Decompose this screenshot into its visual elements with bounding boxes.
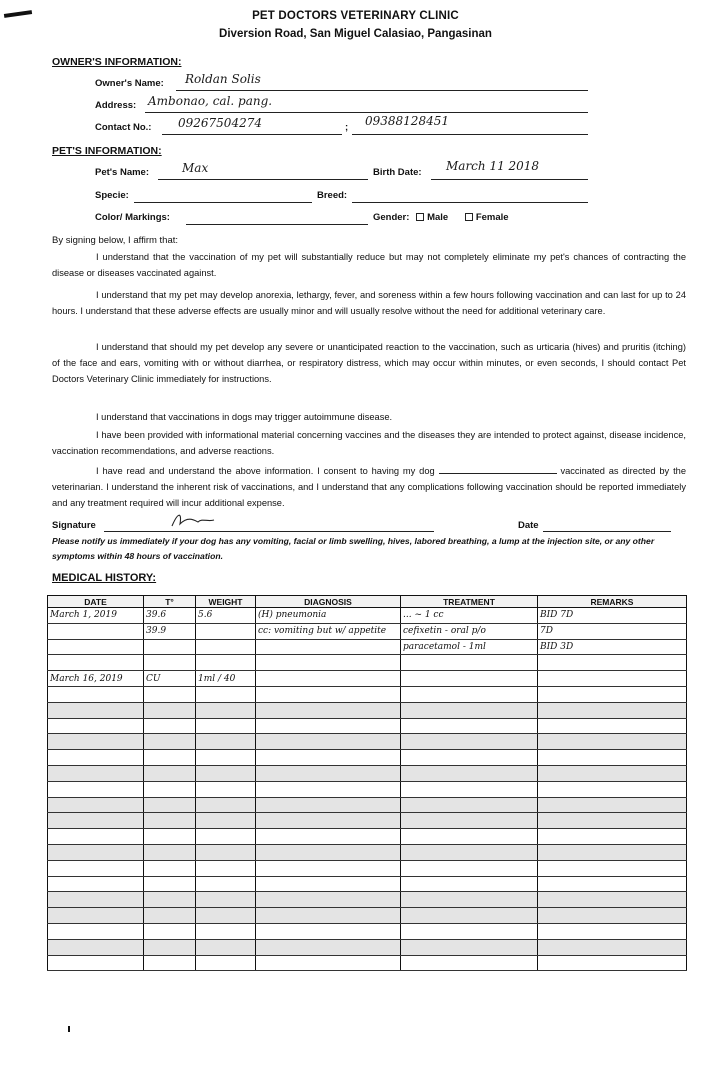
table-cell[interactable] — [538, 750, 687, 766]
table-cell[interactable] — [538, 892, 687, 908]
contact-line-1 — [162, 134, 342, 135]
table-cell[interactable] — [196, 750, 256, 766]
birth-date-label: Birth Date: — [373, 167, 422, 178]
birth-date-line — [431, 179, 588, 180]
date-label: Date — [518, 520, 539, 531]
scan-mark — [68, 1026, 70, 1032]
color-markings-label: Color/ Markings: — [95, 212, 170, 223]
table-cell[interactable] — [538, 876, 687, 892]
address-label: Address: — [95, 100, 137, 111]
table-cell[interactable] — [144, 829, 196, 845]
pet-name-value[interactable]: Max — [182, 161, 209, 175]
male-checkbox[interactable] — [416, 213, 424, 221]
table-cell[interactable]: BID 3D — [538, 639, 687, 655]
table-cell[interactable] — [538, 718, 687, 734]
table-cell[interactable] — [196, 781, 256, 797]
table-cell[interactable] — [196, 797, 256, 813]
table-cell[interactable] — [48, 939, 144, 955]
address-line — [145, 112, 588, 113]
pet-name-label: Pet's Name: — [95, 167, 150, 178]
owner-name-label: Owner's Name: — [95, 78, 164, 89]
table-cell[interactable] — [196, 876, 256, 892]
table-cell[interactable] — [538, 923, 687, 939]
table-row — [48, 955, 687, 971]
table-cell[interactable] — [196, 955, 256, 971]
table-cell[interactable] — [401, 750, 538, 766]
table-cell[interactable] — [144, 892, 196, 908]
table-cell[interactable] — [538, 671, 687, 687]
table-cell[interactable] — [196, 765, 256, 781]
table-cell[interactable] — [256, 939, 401, 955]
table-cell[interactable] — [48, 923, 144, 939]
table-cell[interactable]: ... ~ 1 cc — [401, 608, 538, 624]
table-cell[interactable] — [538, 655, 687, 671]
table-cell[interactable] — [401, 655, 538, 671]
table-cell[interactable] — [144, 844, 196, 860]
table-cell[interactable] — [48, 876, 144, 892]
table-cell[interactable] — [48, 765, 144, 781]
table-cell[interactable] — [256, 876, 401, 892]
table-cell[interactable] — [196, 655, 256, 671]
table-cell[interactable]: (H) pneumonia — [256, 608, 401, 624]
table-row — [48, 923, 687, 939]
table-cell[interactable] — [401, 671, 538, 687]
table-cell[interactable] — [144, 655, 196, 671]
table-cell[interactable] — [196, 813, 256, 829]
table-cell[interactable] — [256, 718, 401, 734]
table-cell[interactable] — [538, 702, 687, 718]
table-cell[interactable] — [144, 686, 196, 702]
table-cell[interactable] — [256, 829, 401, 845]
table-cell[interactable] — [48, 639, 144, 655]
table-cell[interactable] — [256, 860, 401, 876]
table-cell[interactable] — [196, 639, 256, 655]
table-cell[interactable] — [48, 686, 144, 702]
consent-paragraph-3: I understand that should my pet develop any severe or unanticipated reaction to the vaccination, such as urticaria (hives) and pruritis (itching) of the face and ears, vomiting with or without diarrhea, or respiratory distress, which may occur within minutes, or even seconds, I should contact Pet Doctors Veterinary Clinic immediately for instructions. — [52, 342, 686, 384]
table-cell[interactable] — [256, 955, 401, 971]
table-row — [48, 765, 687, 781]
table-cell[interactable] — [144, 939, 196, 955]
table-cell[interactable] — [401, 686, 538, 702]
table-row — [48, 608, 687, 624]
table-cell[interactable] — [48, 844, 144, 860]
dog-name-blank[interactable] — [439, 464, 557, 474]
table-cell[interactable] — [196, 939, 256, 955]
contact-separator: ; — [345, 122, 349, 133]
table-cell[interactable] — [144, 908, 196, 924]
table-cell[interactable] — [538, 686, 687, 702]
table-cell[interactable] — [48, 781, 144, 797]
table-cell[interactable] — [144, 734, 196, 750]
owner-name-value[interactable]: Roldan Solis — [185, 72, 261, 86]
table-cell[interactable] — [144, 781, 196, 797]
table-cell[interactable]: paracetamol - 1ml — [401, 639, 538, 655]
table-row — [48, 686, 687, 702]
table-row — [48, 781, 687, 797]
pet-section-heading: PET'S INFORMATION: — [52, 145, 162, 157]
table-cell[interactable] — [144, 797, 196, 813]
table-cell[interactable] — [256, 639, 401, 655]
table-cell[interactable] — [538, 939, 687, 955]
table-row — [48, 718, 687, 734]
table-cell[interactable] — [538, 844, 687, 860]
contact-line-2 — [352, 134, 588, 135]
male-label: Male — [427, 212, 449, 223]
table-cell[interactable] — [144, 718, 196, 734]
table-cell[interactable] — [538, 908, 687, 924]
table-cell[interactable] — [256, 797, 401, 813]
table-cell[interactable] — [256, 923, 401, 939]
table-cell[interactable] — [48, 702, 144, 718]
table-cell[interactable] — [144, 765, 196, 781]
consent-paragraph-2: I understand that my pet may develop anorexia, lethargy, fever, and soreness within a few hours following vaccination and can last for up to 24 hours. I understand that these adverse effects are usually minor and will usually resolve without the need for additional veterinary care. — [52, 290, 686, 316]
column-header: TREATMENT — [401, 596, 538, 608]
table-cell[interactable] — [401, 797, 538, 813]
table-row — [48, 892, 687, 908]
table-cell[interactable] — [256, 765, 401, 781]
owner-section-heading: OWNER'S INFORMATION: — [52, 56, 182, 68]
table-cell[interactable] — [144, 876, 196, 892]
table-cell[interactable] — [401, 860, 538, 876]
table-row — [48, 734, 687, 750]
table-cell[interactable] — [144, 639, 196, 655]
table-row — [48, 939, 687, 955]
clinic-name: PET DOCTORS VETERINARY CLINIC — [252, 10, 459, 22]
gender-label: Gender: — [373, 212, 410, 223]
table-cell[interactable]: March 16, 2019 — [48, 671, 144, 687]
signature-scribble — [168, 510, 218, 532]
table-cell[interactable] — [538, 955, 687, 971]
table-cell[interactable] — [401, 923, 538, 939]
table-cell[interactable] — [538, 797, 687, 813]
table-cell[interactable] — [48, 750, 144, 766]
pet-name-line — [158, 179, 368, 180]
table-row — [48, 829, 687, 845]
table-cell[interactable] — [144, 702, 196, 718]
table-cell[interactable] — [538, 860, 687, 876]
table-cell[interactable] — [196, 923, 256, 939]
address-value[interactable]: Ambonao, cal. pang. — [148, 94, 273, 108]
table-cell[interactable] — [196, 844, 256, 860]
table-cell[interactable]: 1ml / 40 — [196, 671, 256, 687]
table-cell[interactable] — [48, 829, 144, 845]
table-cell[interactable]: cc: vomiting but w/ appetite — [256, 623, 401, 639]
table-row — [48, 639, 687, 655]
table-cell[interactable] — [538, 813, 687, 829]
consent-paragraph-4: I understand that vaccinations in dogs may trigger autoimmune disease. — [96, 412, 393, 422]
table-cell[interactable] — [144, 860, 196, 876]
table-cell[interactable] — [196, 734, 256, 750]
table-cell[interactable] — [401, 892, 538, 908]
column-header: T° — [144, 596, 196, 608]
table-cell[interactable] — [48, 813, 144, 829]
table-cell[interactable] — [196, 860, 256, 876]
contact-value-1[interactable]: 09267504274 — [178, 116, 262, 130]
table-cell[interactable] — [144, 955, 196, 971]
table-cell[interactable] — [196, 908, 256, 924]
table-cell[interactable] — [196, 702, 256, 718]
table-cell[interactable] — [401, 844, 538, 860]
table-cell[interactable] — [144, 923, 196, 939]
contact-label: Contact No.: — [95, 122, 152, 133]
table-cell[interactable] — [48, 623, 144, 639]
table-row — [48, 671, 687, 687]
table-cell[interactable]: CU — [144, 671, 196, 687]
table-row — [48, 623, 687, 639]
table-cell[interactable] — [401, 702, 538, 718]
table-row — [48, 797, 687, 813]
clinic-address: Diversion Road, San Miguel Calasiao, Pangasinan — [219, 28, 492, 40]
table-cell[interactable] — [401, 955, 538, 971]
table-row — [48, 844, 687, 860]
table-cell[interactable]: 5.6 — [196, 608, 256, 624]
table-cell[interactable] — [48, 718, 144, 734]
consent-intro: By signing below, I affirm that: — [52, 235, 179, 246]
table-cell[interactable] — [256, 655, 401, 671]
birth-date-value[interactable]: March 11 2018 — [446, 159, 540, 173]
table-cell[interactable] — [401, 718, 538, 734]
table-cell[interactable]: cefixetin - oral p/o — [401, 623, 538, 639]
color-markings-line — [186, 224, 368, 225]
table-cell[interactable] — [401, 908, 538, 924]
table-cell[interactable] — [401, 829, 538, 845]
table-cell[interactable] — [196, 623, 256, 639]
table-cell[interactable] — [401, 813, 538, 829]
table-header-row — [48, 596, 687, 608]
table-row — [48, 702, 687, 718]
date-line[interactable] — [543, 531, 671, 532]
table-cell[interactable] — [48, 908, 144, 924]
table-cell[interactable] — [401, 734, 538, 750]
table-cell[interactable] — [538, 829, 687, 845]
table-row — [48, 813, 687, 829]
column-header: REMARKS — [538, 596, 687, 608]
table-cell[interactable] — [256, 686, 401, 702]
female-label: Female — [475, 212, 509, 223]
table-cell[interactable] — [196, 686, 256, 702]
post-vaccination-notice: Please notify us immediately if your dog has any vomiting, facial or limb swelling, hives, labored breathing, a lump at the injection site, or any other symptoms within 48 hours of vaccination. — [52, 536, 655, 561]
table-cell[interactable] — [196, 892, 256, 908]
table-cell[interactable] — [48, 860, 144, 876]
breed-line — [352, 202, 588, 203]
table-cell[interactable]: 7D — [538, 623, 687, 639]
table-cell[interactable] — [256, 671, 401, 687]
table-cell[interactable] — [256, 781, 401, 797]
table-cell[interactable] — [196, 718, 256, 734]
signature-label: Signature — [52, 520, 96, 531]
table-row — [48, 750, 687, 766]
table-row — [48, 908, 687, 924]
female-checkbox[interactable] — [465, 213, 473, 221]
specie-line — [134, 202, 312, 203]
consent-paragraph-5: I have been provided with informational material concerning vaccines and the diseases they are intended to protect against, disease incidence, vaccination recommendations, and adverse reactions. — [52, 430, 686, 456]
signature-line[interactable] — [104, 531, 434, 532]
table-cell[interactable]: 39.9 — [144, 623, 196, 639]
table-cell[interactable] — [196, 829, 256, 845]
table-cell[interactable] — [256, 844, 401, 860]
table-cell[interactable] — [256, 813, 401, 829]
consent-paragraph-6: I have read and understand the above information. I consent to having my dog vaccinated as directed by the veterinarian. I understand the inherent risk of vaccinations, and I understand that any complications following vaccination should be reported immediately and any treatment required will incur additional expense. — [52, 466, 686, 508]
table-cell[interactable] — [538, 734, 687, 750]
table-cell[interactable] — [538, 765, 687, 781]
table-cell[interactable] — [48, 655, 144, 671]
table-cell[interactable] — [256, 734, 401, 750]
gender-field — [373, 212, 509, 223]
column-header: WEIGHT — [196, 596, 256, 608]
table-cell[interactable] — [144, 813, 196, 829]
owner-name-line — [176, 90, 588, 91]
column-header: DIAGNOSIS — [256, 596, 401, 608]
table-cell[interactable] — [538, 781, 687, 797]
table-cell[interactable] — [256, 750, 401, 766]
table-cell[interactable] — [256, 908, 401, 924]
table-cell[interactable] — [401, 765, 538, 781]
table-cell[interactable] — [256, 702, 401, 718]
table-cell[interactable] — [48, 797, 144, 813]
table-cell[interactable] — [48, 955, 144, 971]
table-cell[interactable] — [401, 781, 538, 797]
table-cell[interactable] — [144, 750, 196, 766]
table-cell[interactable] — [256, 892, 401, 908]
medical-history-heading: MEDICAL HISTORY: — [52, 572, 157, 584]
table-cell[interactable]: March 1, 2019 — [48, 608, 144, 624]
table-cell[interactable] — [48, 892, 144, 908]
table-cell[interactable] — [48, 734, 144, 750]
table-cell[interactable] — [401, 939, 538, 955]
table-row — [48, 655, 687, 671]
column-header: DATE — [48, 596, 144, 608]
medical-history-table — [47, 595, 687, 971]
breed-label: Breed: — [317, 190, 348, 201]
table-row — [48, 876, 687, 892]
specie-label: Specie: — [95, 190, 129, 201]
table-cell[interactable]: 39.6 — [144, 608, 196, 624]
contact-value-2[interactable]: 09388128451 — [365, 114, 449, 128]
table-cell[interactable] — [401, 876, 538, 892]
consent-paragraph-1: I understand that the vaccination of my pet will substantially reduce but may not completely eliminate my pet's chances of contracting the disease or diseases vaccinated against. — [52, 252, 686, 278]
table-row — [48, 860, 687, 876]
table-cell[interactable]: BID 7D — [538, 608, 687, 624]
